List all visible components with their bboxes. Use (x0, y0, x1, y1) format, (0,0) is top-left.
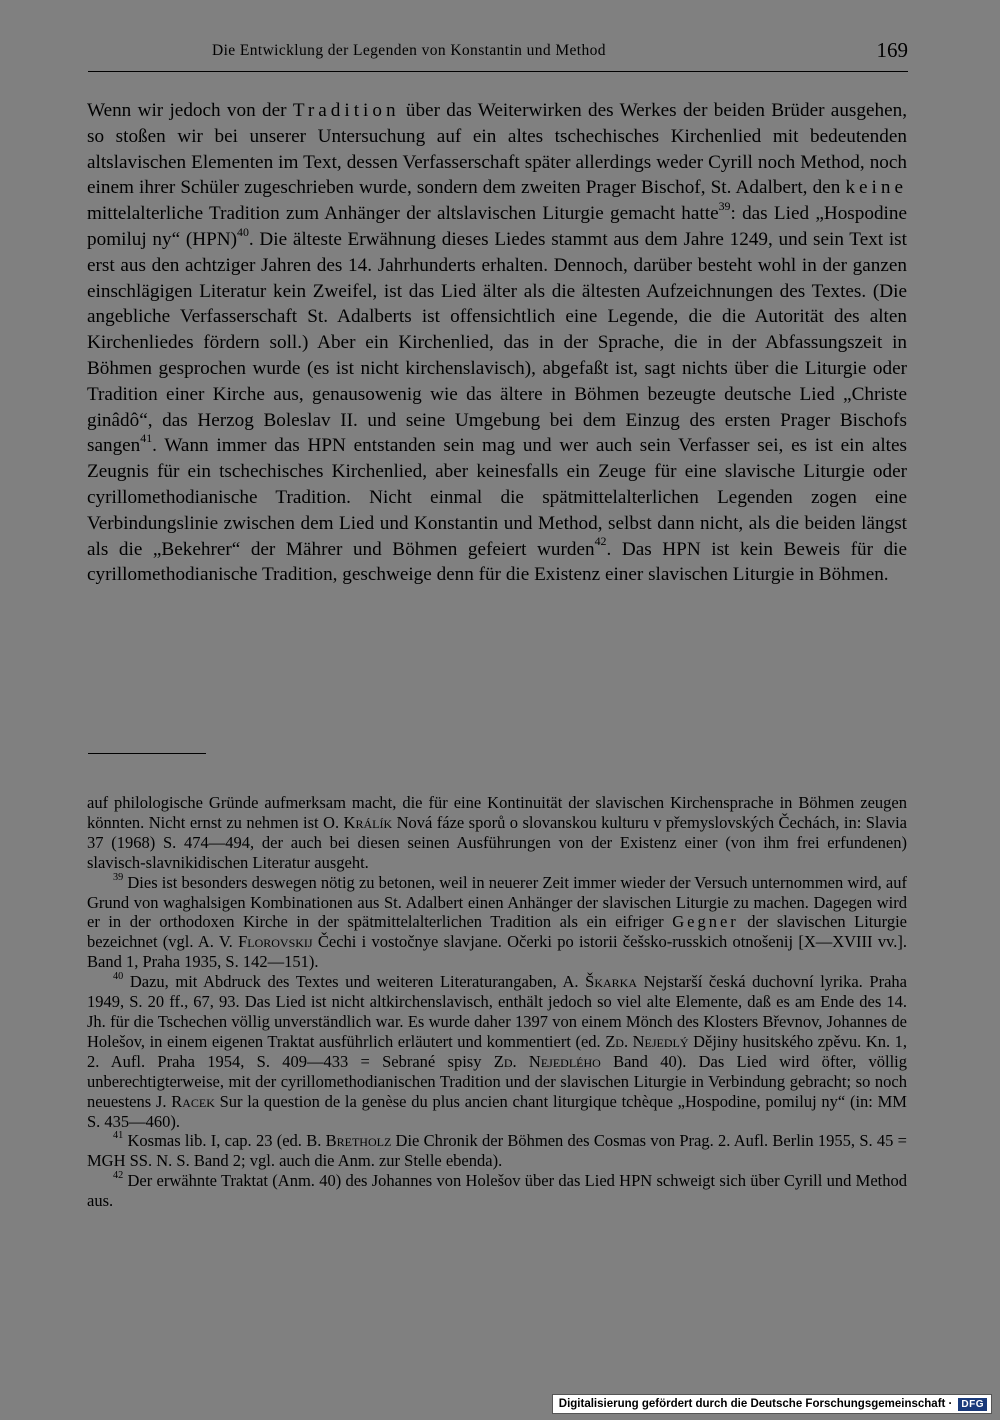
body-text: . Wann immer das HPN entstanden sein mag und wer auch sein Verfasser sei, es ist ein altes Zeugnis für ein tschechisches Kirchenlied, aber keinesfalls ein Zeuge für eine slavische Liturgie oder cyrillomethodianische Tradition. Nicht einmal die spätmittelalterlichen Legenden zogen eine Verbindungslinie zwischen dem Lied und Konstantin und Method, selbst dann nicht, als die beiden längst als die „Bekehrer“ der Mährer und Böhmen gefeiert wurden (87, 435, 907, 560)
footnote-text: Nová fáze sporů o slovanskou kulturu v přemyslovských Čechách, in: Slavia 37 (1968) S. 474—494, der auch bei diesen seinen Ausführungen von der Existenz einer (von ihm frei erfundenen) slavisch-slavnikidischen Literatur ausgeht. (87, 812, 907, 872)
author-name: Zd. Nejedlý (605, 1031, 689, 1051)
page-header (0, 36, 1000, 72)
footnote-text: Nejstarší česká duchovní lyrika. Praha 1949, S. 20 ff., 67, 93. Das Lied ist nicht altkirchenslavisch, enthält jedoch so viel alte Elemente, daß es am Ende des 14. Jh. für die Tschechen völlig unverständlich war. Es wurde daher 1397 von einem Mönch des Klosters Břevnov, Johannes de Holešov, in einem eigenen Traktat ausführlich erläutert und kommentiert (ed. (87, 972, 907, 1051)
dfg-logo: DFG (958, 1398, 987, 1411)
author-name: Florovskij (238, 932, 313, 952)
author-name: Škarka (585, 972, 638, 992)
emphasis-gegner: Gegner (672, 912, 739, 932)
emphasis-keine: keine (845, 177, 907, 199)
author-name: Zd. Nejedlého (493, 1051, 601, 1071)
footnote-text: Čechi i vostočnye slavjane. Očerki po istorii češsko-russkich otnošenij [X—XVIII vv.]. Band 1, Praha 1935, S. 142—151). (87, 932, 907, 972)
footnote-text: Der erwähnte Traktat (Anm. 40) des Johannes von Holešov über das Lied HPN schweigt sich über Cyrill und Method aus. (87, 1171, 907, 1211)
dfg-funding-notice[interactable] (552, 1394, 992, 1414)
footnote-text: auf philologische Gründe aufmerksam macht, die für eine Kontinuität der slavischen Kirchensprache in Böhmen zeugen könnten. Nicht ernst zu nehmen ist O. (87, 793, 907, 832)
footnote-ref-42[interactable]: 42 (594, 534, 607, 549)
footnote-40 (87, 972, 907, 1131)
body-text: : das Lied „Hospodine pomiluj ny“ (HPN) (87, 203, 907, 250)
main-text (87, 98, 907, 588)
author-name: Racek (171, 1091, 215, 1111)
footnote-39 (87, 873, 907, 973)
author-name: Bretholz (325, 1131, 392, 1151)
body-text: mittelalterliche Tradition zum Anhänger der altslavischen Liturgie gemacht hatte (87, 203, 719, 225)
body-paragraph (87, 98, 907, 588)
footnote-number: 41 (113, 1130, 124, 1142)
footnote-text: der slavischen Liturgie bezeichnet (vgl. A. V. (87, 912, 907, 952)
footnote-text: Dies ist besonders deswegen nötig zu betonen, weil in neuerer Zeit immer wieder der Versuch unternommen wird, auf Grund von waghalsigen Kombinationen aus St. Adalbert einen Anhänger der slavischen Liturgie zu machen. Dagegen wird er in der orthodoxen Kirche in der spätmittelalterlichen Tradition als ein eifriger (87, 872, 907, 932)
footnote-text: Die Chronik der Böhmen des Cosmas von Prag. 2. Aufl. Berlin 1955, S. 45 = MGH SS. N. S. Band 2; vgl. auch die Anm. zur Stelle ebenda). (87, 1131, 907, 1171)
footnote-number: 40 (113, 971, 124, 983)
footnote-42 (87, 1171, 907, 1211)
footnote-ref-39[interactable]: 39 (718, 199, 731, 214)
body-text: . Das HPN ist kein Beweis für die cyrillomethodianische Tradition, geschweige denn für die Existenz einer slavischen Liturgie in Böhmen. (87, 538, 908, 586)
footnote-continuation (87, 793, 907, 873)
funding-text: Digitalisierung gefördert durch die Deutsche Forschungsgemeinschaft · (558, 1398, 953, 1410)
footnote-text: Sur la question de la genèse du plus ancien chant liturgique tchèque „Hospodine, pomiluj ny“ (in: MM S. 435—460). (87, 1091, 907, 1131)
footnote-ref-41[interactable]: 41 (140, 431, 153, 446)
footnote-41 (87, 1131, 907, 1171)
header-rule (88, 71, 908, 72)
footnote-text: Dějiny husitského zpěvu. Kn. 1, 2. Aufl. Praha 1954, S. 409—433 = Sebrané spisy (87, 1031, 907, 1071)
running-title: Die Entwicklung der Legenden von Konstantin und Method (212, 42, 606, 59)
footnotes (87, 793, 907, 1211)
body-text: . Die älteste Erwähnung dieses Liedes stammt aus dem Jahre 1249, und sein Text ist erst aus den achtziger Jahren des 14. Jahrhunderts erhalten. Dennoch, darüber besteht wohl in der ganzen einschlägigen Literatur kein Zweifel, ist das Lied älter als die ältesten Aufzeichnungen des Textes. (Die angebliche Verfasserschaft St. Adalberts ist offensichtlich eine Legende, die die Autorität des alten Kirchenliedes fördern soll.) Aber ein Kirchenlied, das in der Sprache, die in der Abfassungszeit in Böhmen gesprochen wurde (es ist nicht kirchenslavisch), abgefaßt ist, sagt nichts über die Liturgie oder Tradition einer Kirche aus, genausowenig wie das ältere in Böhmen bezeugte deutsche Lied „Christe ginâdô“, das Herzog Boleslav II. und seine Umgebung bei dem Einzug des ersten Prager Bischofs sangen (87, 228, 907, 457)
page-number: 169 (876, 38, 908, 62)
emphasis-tradition: Tradition (292, 100, 400, 121)
body-text: über das Weiterwirken des Werkes der beiden Brüder ausgehen, so stoßen wir bei unserer Untersuchung auf ein altes tschechisches Kirchenlied mit bedeutenden altslavischen Elementen im Text, dessen Verfasserschaft später allerdings weder Cyrill noch Method, noch einem ihrer Schüler zugeschrieben wurde, sondern dem zweiten Prager Bischof, St. Adalbert, den (87, 100, 907, 199)
footnote-rule (88, 753, 206, 754)
footnote-text: Dazu, mit Abdruck des Textes und weiteren Literaturangaben, A. (123, 972, 586, 992)
footnote-text: Band 40). Das Lied wird öfter, völlig unberechtigterweise, mit der cyrillomethodianischen Tradition und der slavischen Liturgie in Verbindung gebracht; so noch neuestens J. (87, 1051, 907, 1111)
footnote-number: 39 (113, 871, 124, 883)
footnote-ref-40[interactable]: 40 (237, 224, 249, 239)
author-name: Králík (343, 812, 393, 832)
footnote-text: Kosmas lib. I, cap. 23 (ed. B. (123, 1131, 326, 1151)
body-text: Wenn wir jedoch von der (87, 100, 293, 121)
footnote-number: 42 (113, 1170, 124, 1182)
